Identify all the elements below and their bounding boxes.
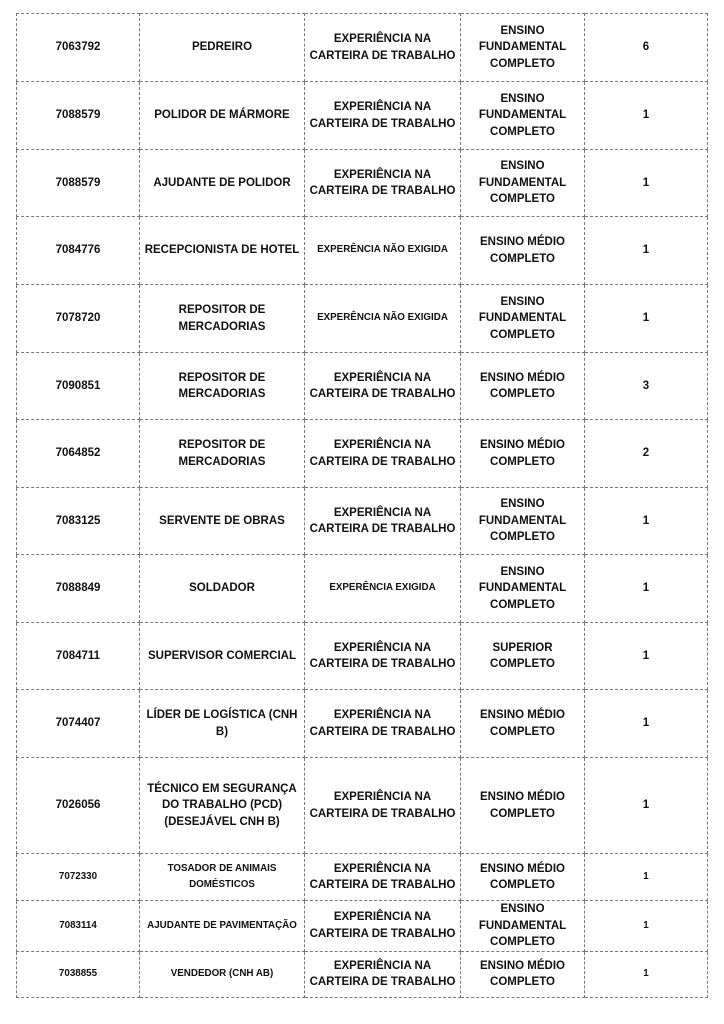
job-title: PEDREIRO (140, 14, 305, 82)
job-title: SUPERVISOR COMERCIAL (140, 623, 305, 690)
vacancy-code: 7026056 (17, 758, 140, 854)
education-requirement: ENSINO MÉDIO COMPLETO (461, 420, 585, 488)
experience-requirement: EXPERIÊNCIA NA CARTEIRA DE TRABALHO (305, 82, 461, 150)
job-title: AJUDANTE DE POLIDOR (140, 150, 305, 217)
vacancy-code: 7084776 (17, 217, 140, 285)
education-requirement: ENSINO MÉDIO COMPLETO (461, 758, 585, 854)
vacancy-code: 7088849 (17, 555, 140, 623)
job-title: AJUDANTE DE PAVIMENTAÇÃO (140, 901, 305, 952)
vacancy-count: 1 (585, 555, 708, 623)
job-title: RECEPCIONISTA DE HOTEL (140, 217, 305, 285)
table-row (17, 14, 708, 82)
experience-requirement: EXPERÊNCIA NÃO EXIGIDA (305, 285, 461, 353)
vacancy-count: 3 (585, 353, 708, 420)
education-requirement: ENSINO MÉDIO COMPLETO (461, 353, 585, 420)
job-title: REPOSITOR DE MERCADORIAS (140, 353, 305, 420)
table-row (17, 901, 708, 952)
vacancy-code: 7038855 (17, 951, 140, 997)
table-row (17, 758, 708, 854)
table-row (17, 623, 708, 690)
table-row (17, 285, 708, 353)
table-row (17, 82, 708, 150)
vacancy-code: 7083114 (17, 901, 140, 952)
vacancy-count: 1 (585, 901, 708, 952)
education-requirement: ENSINO FUNDAMENTAL COMPLETO (461, 488, 585, 555)
table-row (17, 150, 708, 217)
table-row (17, 488, 708, 555)
vacancy-count: 1 (585, 854, 708, 901)
vacancy-code: 7074407 (17, 690, 140, 758)
experience-requirement: EXPERIÊNCIA NA CARTEIRA DE TRABALHO (305, 623, 461, 690)
table-row (17, 690, 708, 758)
job-title: TÉCNICO EM SEGURANÇA DO TRABALHO (PCD) (DESEJÁVEL CNH B) (140, 758, 305, 854)
job-title: LÍDER DE LOGÍSTICA (CNH B) (140, 690, 305, 758)
education-requirement: ENSINO FUNDAMENTAL COMPLETO (461, 555, 585, 623)
table-row (17, 217, 708, 285)
job-title: TOSADOR DE ANIMAIS DOMÉSTICOS (140, 854, 305, 901)
vacancy-count: 1 (585, 217, 708, 285)
job-title: SOLDADOR (140, 555, 305, 623)
table-row (17, 420, 708, 488)
experience-requirement: EXPERIÊNCIA NA CARTEIRA DE TRABALHO (305, 854, 461, 901)
vacancy-code: 7064852 (17, 420, 140, 488)
education-requirement: ENSINO FUNDAMENTAL COMPLETO (461, 82, 585, 150)
job-title: REPOSITOR DE MERCADORIAS (140, 420, 305, 488)
experience-requirement: EXPERIÊNCIA NA CARTEIRA DE TRABALHO (305, 758, 461, 854)
experience-requirement: EXPERIÊNCIA NA CARTEIRA DE TRABALHO (305, 488, 461, 555)
education-requirement: ENSINO FUNDAMENTAL COMPLETO (461, 150, 585, 217)
job-title: SERVENTE DE OBRAS (140, 488, 305, 555)
experience-requirement: EXPERÊNCIA NÃO EXIGIDA (305, 217, 461, 285)
vacancy-code: 7090851 (17, 353, 140, 420)
vacancy-count: 1 (585, 758, 708, 854)
vacancy-code: 7088579 (17, 150, 140, 217)
vacancy-code: 7083125 (17, 488, 140, 555)
experience-requirement: EXPERIÊNCIA NA CARTEIRA DE TRABALHO (305, 901, 461, 952)
table-row (17, 353, 708, 420)
education-requirement: ENSINO MÉDIO COMPLETO (461, 951, 585, 997)
vacancy-count: 1 (585, 150, 708, 217)
vacancy-count: 1 (585, 82, 708, 150)
job-title: POLIDOR DE MÁRMORE (140, 82, 305, 150)
experience-requirement: EXPERIÊNCIA NA CARTEIRA DE TRABALHO (305, 951, 461, 997)
vacancy-code: 7063792 (17, 14, 140, 82)
vacancy-count: 1 (585, 951, 708, 997)
experience-requirement: EXPERIÊNCIA NA CARTEIRA DE TRABALHO (305, 353, 461, 420)
experience-requirement: EXPERIÊNCIA NA CARTEIRA DE TRABALHO (305, 14, 461, 82)
job-listings-sheet (16, 13, 708, 998)
vacancy-code: 7072330 (17, 854, 140, 901)
experience-requirement: EXPERIÊNCIA NA CARTEIRA DE TRABALHO (305, 420, 461, 488)
vacancy-count: 1 (585, 488, 708, 555)
vacancy-count: 6 (585, 14, 708, 82)
vacancy-count: 1 (585, 623, 708, 690)
education-requirement: ENSINO MÉDIO COMPLETO (461, 854, 585, 901)
vacancy-code: 7088579 (17, 82, 140, 150)
education-requirement: ENSINO FUNDAMENTAL COMPLETO (461, 14, 585, 82)
vacancy-code: 7084711 (17, 623, 140, 690)
vacancy-count: 2 (585, 420, 708, 488)
education-requirement: ENSINO FUNDAMENTAL COMPLETO (461, 285, 585, 353)
education-requirement: ENSINO MÉDIO COMPLETO (461, 690, 585, 758)
education-requirement: ENSINO FUNDAMENTAL COMPLETO (461, 901, 585, 952)
experience-requirement: EXPERÊNCIA EXIGIDA (305, 555, 461, 623)
table-row (17, 555, 708, 623)
experience-requirement: EXPERIÊNCIA NA CARTEIRA DE TRABALHO (305, 690, 461, 758)
experience-requirement: EXPERIÊNCIA NA CARTEIRA DE TRABALHO (305, 150, 461, 217)
table-row (17, 854, 708, 901)
vacancy-count: 1 (585, 690, 708, 758)
education-requirement: ENSINO MÉDIO COMPLETO (461, 217, 585, 285)
table-row (17, 951, 708, 997)
job-title: VENDEDOR (CNH AB) (140, 951, 305, 997)
job-listings-table (16, 13, 708, 998)
vacancy-code: 7078720 (17, 285, 140, 353)
job-title: REPOSITOR DE MERCADORIAS (140, 285, 305, 353)
vacancy-count: 1 (585, 285, 708, 353)
education-requirement: SUPERIOR COMPLETO (461, 623, 585, 690)
